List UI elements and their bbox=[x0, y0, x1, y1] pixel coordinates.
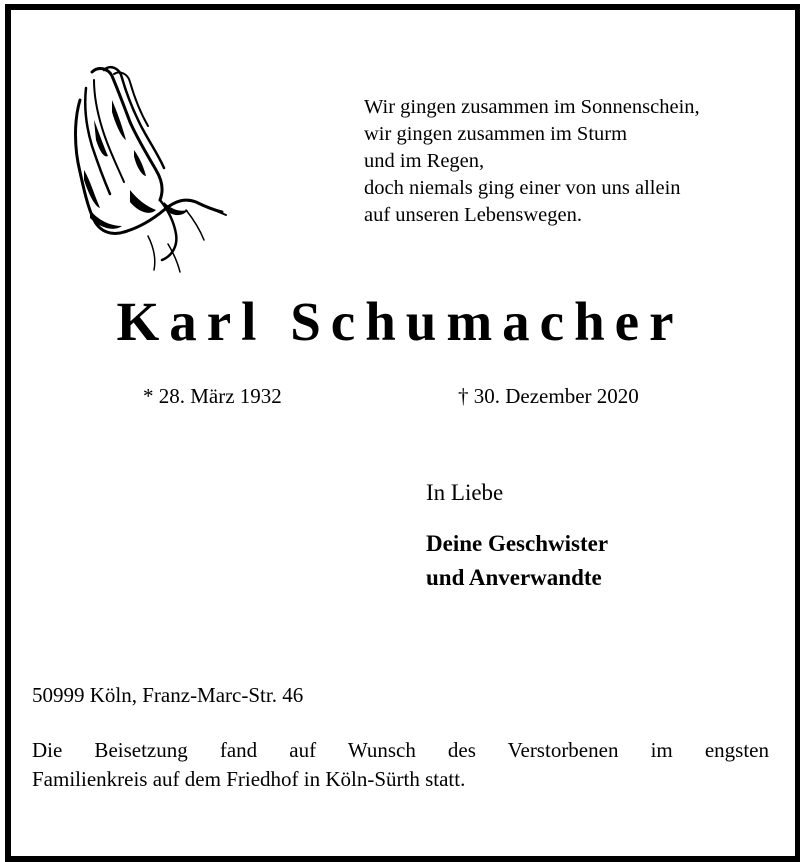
praying-hands-icon bbox=[64, 60, 234, 275]
birth-date: * 28. März 1932 bbox=[143, 384, 282, 408]
signer-line: und Anverwandte bbox=[426, 565, 602, 590]
mourning-address: 50999 Köln, Franz-Marc-Str. 46 bbox=[32, 683, 304, 707]
memorial-poem bbox=[364, 94, 700, 229]
closing-greeting: In Liebe bbox=[426, 480, 504, 505]
poem-line: doch niemals ging einer von uns allein bbox=[364, 177, 681, 199]
note-line: Familienkreis auf dem Friedhof in Köln-Sürth statt. bbox=[32, 767, 466, 791]
deceased-name: Karl Schumacher bbox=[116, 291, 684, 352]
poem-line: und im Regen, bbox=[364, 150, 485, 172]
death-date: † 30. Dezember 2020 bbox=[458, 384, 639, 408]
signers bbox=[426, 527, 608, 595]
poem-line: wir gingen zusammen im Sturm bbox=[364, 123, 628, 145]
poem-line: Wir gingen zusammen im Sonnenschein, bbox=[364, 96, 700, 118]
signer-line: Deine Geschwister bbox=[426, 531, 609, 556]
funeral-note bbox=[32, 736, 769, 794]
note-line: Die Beisetzung fand auf Wunsch des Verstorbenen im engsten bbox=[32, 738, 769, 762]
poem-line: auf unseren Lebenswegen. bbox=[364, 204, 583, 226]
